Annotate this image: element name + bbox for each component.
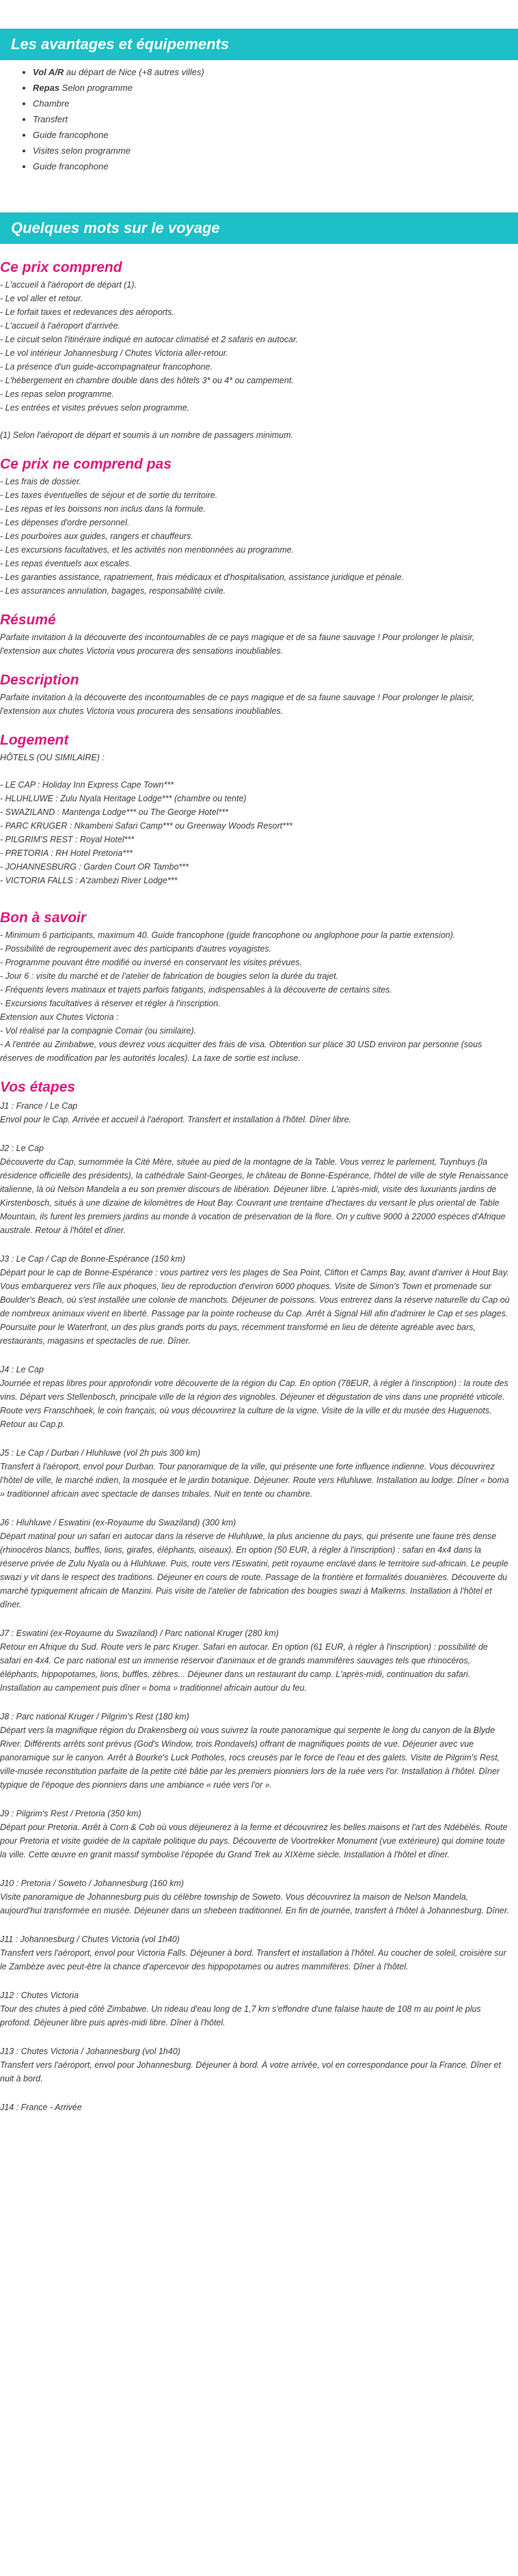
logement-line: - LE CAP : Holiday Inn Express Cape Town*** xyxy=(0,780,174,790)
etape-text: Journée et repas libres pour approfondir votre découverte de la région du Cap. En option (78EUR, à régler à l'inscription) : la route des vins. Départ vers Stellenbosch, principale ville de la région des vignobles. Déjeuner et dégustation de vins dans une propriété viticole. Route vers Franschhoek, le coin français, où vous découvrirez la culture de la vigne. Visite de la ville et du musée des Huguenots. Retour au Cap.p. xyxy=(0,1379,508,1429)
logement-line: - PILGRIM'S REST : Royal Hotel*** xyxy=(0,835,135,844)
etape-title: J6 : Hluhluwe / Eswatini (ex-Royaume du Swaziland) (300 km) xyxy=(0,1518,236,1527)
prix-ne-comprend-line: - Les dépenses d'ordre personnel. xyxy=(0,518,130,527)
etape-spacer xyxy=(0,1792,510,1805)
etape-text: Départ vers la magnifique région du Drakensberg où vous suivrez la route panoramique qui serpente le long du canyon de la Blyde River. Différents arrêts sont prévus (God's Window, trois Rondavels) offrant de magnifiques points de vue. Déjeuner avec vue panoramique sur le canyon. Arrêt à Bourke's Luck Potholes, rocs creusés par le force de l'eau et des galets. Visite de Pilgrim's Rest, ville-musée reconstitution parfaite de la petite cité bâtie par les premiers pionniers lors de la ruée vers l'or. Installation à l'hôtel. Dîner typique de l'époque des pionniers dans une ambiance « ruée vers l'or ». xyxy=(0,1726,500,1790)
etape-text: Découverte du Cap, surnommée la Cité Mère, située au pied de la montagne de la Table. Vous verrez le parlement, Tuynhuys (la résidence officielle des présidents), la cathédrale Saint-Georges, le château de Bonne-Espérance, l'hôtel de ville de style Renaissance italienne, là où Nelson Mandela a eu son premier discours de libération. Déjeuner libre. L'après-midi, visite des luxuriants jardins de Kirstenbosch, situés à une dizaine de kilomètres de Hout Bay. Couvrant une trentaine d'hectares du versant le plus oriental de Table Mountain, ils furent les premiers jardins au monde à vocation de préservation de la flore. On y cultive 9000 à 22000 espèces d'Afrique australe. Retour à l'hôtel et dîner. xyxy=(0,1157,508,1235)
bon-a-savoir-title: Bon à savoir xyxy=(0,910,87,926)
prix-comprend-line: - Le vol aller et retour. xyxy=(0,294,83,303)
etape-title: J10 : Pretoria / Soweto / Johannesburg (160 km) xyxy=(0,1879,184,1888)
etape-item xyxy=(0,1363,510,1445)
etape-text: Départ pour le cap de Bonne-Espérance : vous partirez vers les plages de Sea Point, Clifton et Camps Bay, avant d'arriver à Hout Bay. Vous embarquerez vers l'île aux phoques, lieu de reproduction d'environ 6000 phoques. Visite de Simon's Town et promenade sur Boulder's Beach, où s'est installée une colonie de manchots. Déjeuner de poissons. Vous entrerez dans la réserve naturelle du Cap où de nombreux animaux vivent en liberté. Passage par la pointe rocheuse du Cap. Arrêt à Signal Hill afin d'admirer le Cap et ses plages. Poursuite pour le Waterfront, un des plus grands ports du pays, récemment transformé en lieu de détente agréable avec bars, restaurants, magasins et spectacles de rue. Dîner. xyxy=(0,1268,510,1346)
logement-line: HÔTELS (OU SIMILAIRE) : xyxy=(0,753,105,762)
etapes-list xyxy=(0,1099,510,2114)
etape-title: J3 : Le Cap / Cap de Bonne-Espérance (150 km) xyxy=(0,1254,185,1264)
avantage-item xyxy=(33,64,518,80)
etape-title: J4 : Le Cap xyxy=(0,1365,44,1374)
prix-ne-comprend-line: - Les repas éventuels aux escales. xyxy=(0,559,132,568)
prix-ne-comprend-line: - Les frais de dossier. xyxy=(0,477,82,486)
etape-spacer xyxy=(0,1695,510,1708)
etape-item xyxy=(0,1141,510,1251)
bon-a-savoir-list xyxy=(0,928,510,1065)
prix-ne-comprend-line: - Les excursions facultatives, et les activités non mentionnées au programme. xyxy=(0,545,295,555)
avantage-item-bold: Vol A/R xyxy=(33,67,64,77)
etape-spacer xyxy=(0,2030,510,2043)
bon-a-savoir-line: - Vol réalisé par la compagnie Comair (ou similaire). xyxy=(0,1026,197,1036)
bon-a-savoir-line: Extension aux Chutes Victoria : xyxy=(0,1012,119,1022)
bon-a-savoir-line: - A l'entrée au Zimbabwe, vous devrez vous acquitter des frais de visa. Obtention sur place 30 USD environ par personne (sous réserves de modification par les autorités locales). La taxe de sortie est incluse. xyxy=(0,1040,482,1063)
prix-ne-comprend-line: - Les repas et les boissons non inclus dans la formule. xyxy=(0,504,206,514)
prix-comprend-line: - Les repas selon programme. xyxy=(0,389,114,399)
etape-item xyxy=(0,1933,510,1987)
etape-item xyxy=(0,1516,510,1625)
prix-comprend-line xyxy=(0,415,510,428)
prix-ne-comprend-line: - Les pourboires aux guides, rangers et chauffeurs. xyxy=(0,531,193,541)
bon-a-savoir-line: - Jour 6 : visite du marché et de l'atelier de fabrication de bougies selon la durée du trajet. xyxy=(0,971,339,981)
etape-spacer xyxy=(0,1973,510,1987)
prix-comprend-line: - L'accueil à l'aéroport de départ (1). xyxy=(0,280,137,290)
etape-text: Départ pour Pretoria. Arrêt à Corn & Cob où vous déjeunerez à la ferme et découvrirez les belles maisons et l'art des Ndébélés. Route pour Pretoria et visite guidée de la capitale politique du pays. Découverte de Voortrekker Monument (vue extérieure) qui domine toute la ville. Cette œuvre en granit massif symbolise l'épopée du Grand Trek au XIXème siècle. Installation à l'hôtel et dîner. xyxy=(0,1823,508,1859)
etape-spacer xyxy=(0,2086,510,2099)
prix-comprend-title: Ce prix comprend xyxy=(0,260,122,275)
description-line: Parfaite invitation à la découverte des incontournables de ce pays magique et de sa faune sauvage ! Pour prolonger le plaisir, l'extension aux chutes Victoria vous procurera des sensations inoubliables. xyxy=(0,693,475,716)
resume-line: Parfaite invitation à la découverte des incontournables de ce pays magique et de sa faune sauvage ! Pour prolonger le plaisir, l'extension aux chutes Victoria vous procurera des sensations inoubliables. xyxy=(0,633,475,656)
etape-spacer xyxy=(0,1501,510,1514)
bon-a-savoir-line: - Minimum 6 participants, maximum 40. Guide francophone (guide francophone ou anglophone pour la partie extension). xyxy=(0,930,456,940)
prix-comprend-line: - Le circuit selon l'itinéraire indiqué en autocar climatisé et 2 safaris en autocar. xyxy=(0,335,299,344)
avantage-item xyxy=(33,143,518,158)
etapes-title: Vos étapes xyxy=(0,1079,76,1095)
prix-ne-comprend-line: - Les taxes éventuelles de séjour et de sortie du territoire. xyxy=(0,490,218,500)
avantages-list xyxy=(0,64,518,174)
etape-item xyxy=(0,1989,510,2043)
description-title: Description xyxy=(0,672,79,688)
logement-line: - HLUHLUWE : Zulu Nyala Heritage Lodge*** (chambre ou tente) xyxy=(0,794,247,803)
resume-title: Résumé xyxy=(0,612,56,628)
etape-item xyxy=(0,1099,510,1140)
avantage-item-text: Selon programme xyxy=(59,83,133,93)
etape-spacer xyxy=(0,1126,510,1140)
etape-spacer xyxy=(0,1917,510,1931)
bon-a-savoir-line: - Programme pouvant être modifié ou inversé en conservant les visites prévues. xyxy=(0,958,302,967)
etape-title: J12 : Chutes Victoria xyxy=(0,1991,79,2000)
logement-line: - PARC KRUGER : Nkambeni Safari Camp*** ou Greenway Woods Resort*** xyxy=(0,821,292,831)
etape-spacer xyxy=(0,1431,510,1445)
etape-spacer xyxy=(0,1861,510,1875)
logement-line: - PRETORIA : RH Hotel Pretoria*** xyxy=(0,848,133,858)
etape-title: J14 : France - Arrivée xyxy=(0,2103,82,2112)
etape-spacer xyxy=(0,1237,510,1251)
etape-item xyxy=(0,1876,510,1931)
bon-a-savoir-line: - Excursions facultatives à réserver et régler à l'inscription. xyxy=(0,999,221,1008)
logement-line: - SWAZILAND : Mantenga Lodge*** ou The George Hotel*** xyxy=(0,807,228,817)
etape-item xyxy=(0,1252,510,1361)
prix-comprend-line: (1) Selon l'aéroport de départ et soumis à un nombre de passagers minimum. xyxy=(0,430,293,440)
prix-ne-comprend-list xyxy=(0,475,510,598)
prix-comprend-line: - La présence d'un guide-accompagnateur francophone. xyxy=(0,362,213,372)
etape-text: Transfert à l'aéroport, envol pour Durban. Tour panoramique de la ville, qui présente une forte influence indienne. Vous découvrirez l'hôtel de ville, le marché indien, la mosquée et le jardin botanique. Déjeuner. Route vers Hluhluwe. Installation au lodge. Dîner « boma » traditionnel africain avec spectacle de danses tribales. Nuit en tente ou chambre. xyxy=(0,1462,509,1499)
etape-title: J9 : Pilgrim's Rest / Pretoria (350 km) xyxy=(0,1809,141,1818)
voyage-header: Quelques mots sur le voyage xyxy=(0,212,518,244)
prix-ne-comprend-line: - Les garanties assistance, rapatriement, frais médicaux et d'hospitalisation, assistance juridique et pénale. xyxy=(0,572,404,582)
etape-title: J13 : Chutes Victoria / Johannesburg (vol 1h40) xyxy=(0,2047,180,2056)
etape-title: J1 : France / Le Cap xyxy=(0,1101,78,1111)
avantage-item-text: Chambre xyxy=(33,98,70,109)
prix-ne-comprend-line: - Les assurances annulation, bagages, responsabilité civile. xyxy=(0,586,226,596)
avantage-item-bold: Repas xyxy=(33,83,60,93)
avantage-item xyxy=(33,80,518,96)
avantage-item-text: Guide francophone xyxy=(33,161,109,171)
etape-title: J11 : Johannesburg / Chutes Victoria (vol 1h40) xyxy=(0,1935,180,1944)
avantage-item-text: Guide francophone xyxy=(33,130,109,140)
prix-ne-comprend-title: Ce prix ne comprend pas xyxy=(0,456,172,472)
etape-title: J8 : Parc national Kruger / Pilgrim's Rest (180 km) xyxy=(0,1712,189,1721)
logement-line: - VICTORIA FALLS : A'zambezi River Lodge*** xyxy=(0,876,178,885)
etape-item xyxy=(0,1807,510,1875)
logement-line xyxy=(0,764,510,778)
avantage-item xyxy=(33,158,518,174)
etape-item xyxy=(0,1626,510,1708)
etape-text: Transfert vers l'aéroport, envol pour Victoria Falls. Déjeuner à bord. Transfert et installation à l'hôtel. Au coucher de soleil, croisière sur le Zambèze avec peut-être la chance d'apercevoir des hippopotames ou autres mammifères. Dîner à l'hôtel. xyxy=(0,1948,506,1971)
avantage-item-text: Transfert xyxy=(33,114,68,124)
prix-comprend-line: - Le forfait taxes et redevances des aéroports. xyxy=(0,307,174,317)
avantage-item-text: au départ de Nice (+8 autres villes) xyxy=(64,67,204,77)
prix-comprend-line: - L'hébergement en chambre double dans des hôtels 3* ou 4* ou campement. xyxy=(0,376,294,385)
prix-comprend-line: - Le vol intérieur Johannesburg / Chutes Victoria aller-retour. xyxy=(0,348,228,358)
etape-text: Retour en Afrique du Sud. Route vers le parc Kruger. Safari en autocar. En option (61 EUR, à régler à l'inscription) : possibilité de safari en 4x4. Ce parc national est un immense réservoir d'animaux et de grands mammifères sauvages tels que rhinocéros, éléphants, hippopotames, lions, buffles, zèbres... Déjeuner dans un restaurant du camp. L'après-midi, continuation du safari. Installation au campement puis dîner « boma » traditionnel africain autour du feu. xyxy=(0,1642,488,1693)
etape-item xyxy=(0,2045,510,2099)
etape-title: J7 : Eswatini (ex-Royaume du Swaziland) / Parc national Kruger (280 km) xyxy=(0,1629,279,1638)
avantage-item-text: Visites selon programme xyxy=(33,146,131,156)
logement-line: - JOHANNESBURG : Garden Court OR Tambo*** xyxy=(0,862,189,872)
bon-a-savoir-line: - Possibilité de regroupement avec des participants d'autres voyagistes. xyxy=(0,944,272,954)
avantages-header: Les avantages et équipements xyxy=(0,29,518,60)
voyage-content xyxy=(0,258,518,2114)
etape-item xyxy=(0,1446,510,1514)
etape-spacer xyxy=(0,1348,510,1361)
etape-text: Transfert vers l'aéroport, envol pour Johannesburg. Déjeuner à bord. À votre arrivée, vol en correspondance pour la France. Dîner et nuit à bord. xyxy=(0,2060,502,2083)
etape-item xyxy=(0,1710,510,1805)
avantage-item xyxy=(33,96,518,111)
logement-title: Logement xyxy=(0,732,69,748)
resume-text xyxy=(0,631,510,658)
etape-item xyxy=(0,2101,510,2114)
etape-title: J5 : Le Cap / Durban / Hluhluwe (vol 2h puis 300 km) xyxy=(0,1448,201,1458)
avantage-item xyxy=(33,111,518,127)
avantage-item xyxy=(33,127,518,143)
logement-list xyxy=(0,751,510,887)
description-text xyxy=(0,691,510,718)
prix-comprend-line: - Les entrées et visites prévues selon programme. xyxy=(0,403,190,413)
prix-comprend-line: - L'accueil à l'aéroport d'arrivée. xyxy=(0,321,120,331)
prix-comprend-list xyxy=(0,278,510,442)
etape-title: J2 : Le Cap xyxy=(0,1144,44,1153)
etape-text: Départ matinal pour un safari en autocar dans la réserve de Hluhluwe, la plus ancienne du pays, qui présente une faune très dense (rhinocéros blancs, buffles, lions, girafes, éléphants, oiseaux). En option (50 EUR, à régler à l'inscription) : safari en 4x4 dans la réserve privée de Zulu Nyala ou à Hluhluwe. Puis, route vers l'Eswatini, petit royaume enclavé dans le territoire sud-africain. Le peuple swazi y vit dans le respect des traditions. Déjeuner en cours de route. Passage de la frontière et formalités douanières. Découverte du marché typiquement africain de Manzini. Puis visite de l'atelier de fabrication des bougies swazi à Malkerns. Installation à l'hôtel et dîner. xyxy=(0,1532,508,1609)
etape-spacer xyxy=(0,1611,510,1625)
etape-text: Visite panoramique de Johannesburg puis du célèbre township de Soweto. Vous découvrirez la maison de Nelson Mandela, aujourd'hui transformée en musée. Déjeuner dans un shebeen traditionnel. En fin de journée, transfert à l'hôtel à Johannesburg. Dîner. xyxy=(0,1892,510,1915)
etape-text: Envol pour le Cap. Arrivée et accueil à l'aéroport. Transfert et installation à l'hôtel. Dîner libre. xyxy=(0,1115,352,1124)
bon-a-savoir-line: - Fréquents levers matinaux et trajets parfois fatigants, indispensables à la découverte de certains sites. xyxy=(0,985,392,995)
etape-text: Tour des chutes à pied côté Zimbabwe. Un rideau d'eau long de 1,7 km s'effondre d'une falaise haute de 108 m au point le plus profond. Déjeuner libre puis après-midi libre. Dîner à l'hôtel. xyxy=(0,2004,481,2027)
